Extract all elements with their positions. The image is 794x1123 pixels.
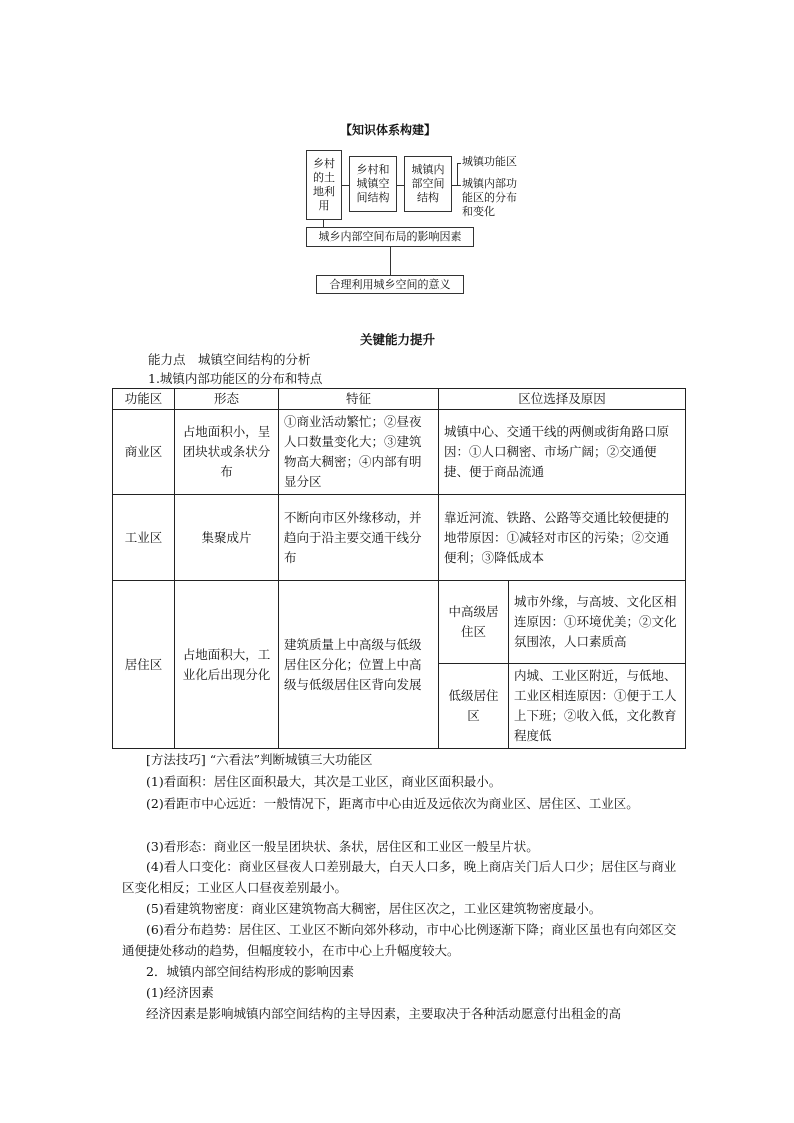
section-title: 关键能力提升 <box>360 332 436 347</box>
significance-label: 合理利用城乡空间的意义 <box>329 277 451 291</box>
functional-zones-table <box>112 388 686 749</box>
header-feature: 特征 <box>279 389 439 410</box>
connector <box>397 185 404 186</box>
paragraph-4: (4)看人口变化：商业区昼夜人口差别最大，白天人口多，晚上商店关门后人口少；居住区与商业区变化相反；工业区人口昼夜差别最小。 <box>122 859 677 895</box>
section-item-1: 1.城镇内部功能区的分布和特点 <box>148 371 323 386</box>
significance-box <box>316 275 464 294</box>
connector <box>390 247 391 276</box>
influencing-factors-label: 城乡内部空间布局的影响因素 <box>318 230 462 243</box>
paragraph-8: (1)经济因素 <box>146 985 214 1000</box>
header-location: 区位选择及原因 <box>439 389 686 410</box>
residential-name: 居住区 <box>113 581 175 749</box>
header-zone: 功能区 <box>113 389 175 410</box>
low-grade-label: 低级居住区 <box>439 664 509 749</box>
method-tip: [方法技巧] “六看法”判断城镇三大功能区 <box>146 752 373 767</box>
space-structure-label: 乡村和城镇空间结构 <box>356 163 390 204</box>
connector <box>342 185 349 186</box>
commercial-shape: 占地面积小，呈团块状或条状分布 <box>175 410 279 495</box>
branch-distribution: 城镇内部功能区的分布和变化 <box>462 177 517 218</box>
residential-feature: 建筑质量上中高级与低级居住区分化；位置上中高级与低级居住区背向发展 <box>279 581 439 749</box>
high-grade-label: 中高级居住区 <box>439 581 509 664</box>
diagram-heading: 【知识体系构建】 <box>340 123 437 137</box>
space-structure-box <box>349 156 397 212</box>
header-shape: 形态 <box>175 389 279 410</box>
bracket <box>457 163 461 164</box>
paragraph-9: 经济因素是影响城镇内部空间结构的主导因素，主要取决于各种活动愿意付出租金的高 <box>146 1006 622 1021</box>
commercial-name: 商业区 <box>113 410 175 495</box>
industrial-feature: 不断向市区外缘移动，并趋向于沿主要交通干线分布 <box>279 495 439 581</box>
paragraph-2: (2)看距市中心远近：一般情况下，距离市中心由近及远依次为商业区、居住区、工业区。 <box>146 796 639 811</box>
influencing-factors-box <box>306 227 474 247</box>
paragraph-6: (6)看分布趋势：居住区、工业区不断向郊外移动，市中心比例逐渐下降；商业区虽也有向郊区交通便捷处移动的趋势，但幅度较小，在市中心上升幅度较大。 <box>122 922 677 958</box>
low-grade-text: 内城、工业区附近，与低地、工业区相连原因：①便于工人上下班；②收入低，文化教育程度低 <box>509 664 686 749</box>
bracket <box>457 185 461 186</box>
urban-structure-box <box>404 156 452 212</box>
urban-structure-label: 城镇内部空间结构 <box>411 163 445 204</box>
industrial-name: 工业区 <box>113 495 175 581</box>
residential-shape: 占地面积大，工业化后出现分化 <box>175 581 279 749</box>
branch-functional-zones: 城镇功能区 <box>462 155 517 168</box>
high-grade-text: 城市外缘，与高坡、文化区相连原因：①环境优美；②文化氛围浓，人口素质高 <box>509 581 686 664</box>
commercial-location: 城镇中心、交通干线的两侧或街角路口原因：①人口稠密、市场广阔；②交通便捷、便于商品流通 <box>439 410 686 495</box>
table-row <box>113 581 686 664</box>
paragraph-3: (3)看形态：商业区一般呈团块状、条状，居住区和工业区一般呈片状。 <box>146 839 539 854</box>
table-row <box>113 495 686 581</box>
rural-land-use-label: 乡村的土地利用 <box>313 157 335 212</box>
paragraph-7: 2．城镇内部空间结构形成的影响因素 <box>146 964 354 979</box>
paragraph-1: (1)看面积：居住区面积最大，其次是工业区，商业区面积最小。 <box>146 774 502 789</box>
rural-land-use-box <box>306 150 342 220</box>
industrial-shape: 集聚成片 <box>175 495 279 581</box>
section-subtitle: 能力点 城镇空间结构的分析 <box>148 352 311 367</box>
bracket <box>457 163 458 186</box>
table-header-row <box>113 389 686 410</box>
paragraph-5: (5)看建筑物密度：商业区建筑物高大稠密，居住区次之，工业区建筑物密度最小。 <box>146 901 602 916</box>
table-row <box>113 410 686 495</box>
commercial-feature: ①商业活动繁忙；②昼夜人口数量变化大；③建筑物高大稠密；④内部有明显分区 <box>279 410 439 495</box>
industrial-location: 靠近河流、铁路、公路等交通比较便捷的地带原因：①减轻对市区的污染；②交通便利；③降低成本 <box>439 495 686 581</box>
